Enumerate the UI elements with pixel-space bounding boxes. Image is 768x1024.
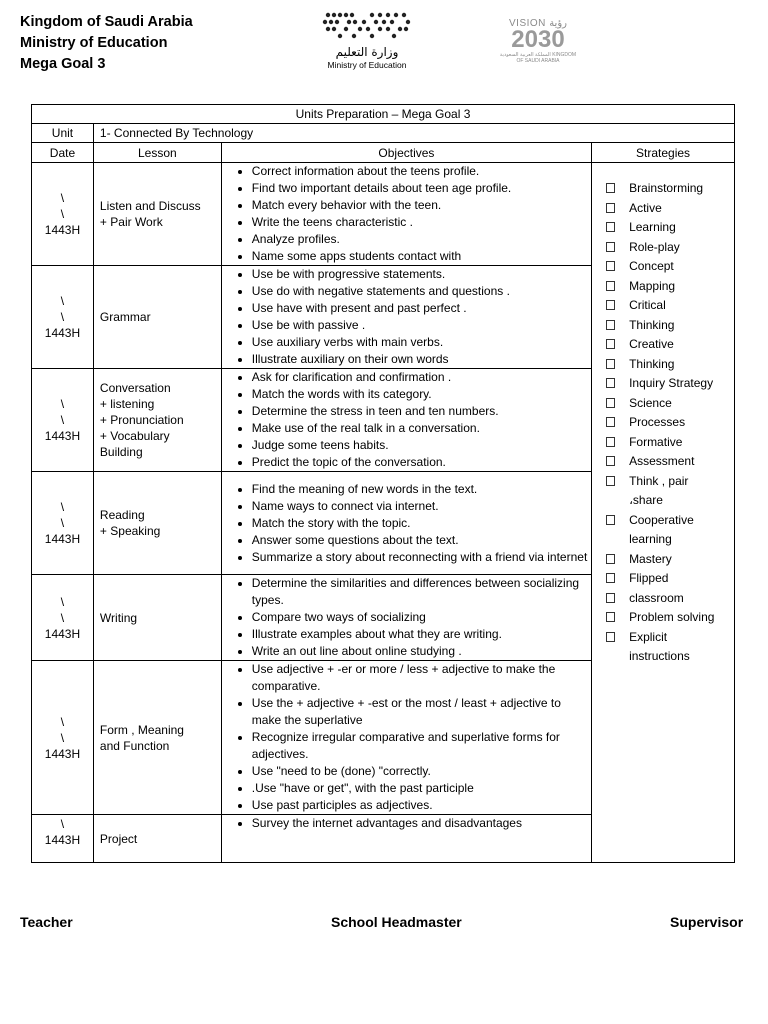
strategy-label: Formative bbox=[629, 434, 683, 449]
lesson-line: + Pronunciation bbox=[99, 413, 184, 427]
checkbox-icon bbox=[606, 261, 615, 271]
lesson-cell bbox=[93, 369, 221, 472]
date-year: 1443H bbox=[44, 429, 81, 443]
date-slash: \ bbox=[60, 714, 65, 729]
objective-item: • Ask for clarification and confirmation . bbox=[252, 369, 591, 386]
strategy-label: Thinking bbox=[629, 356, 675, 371]
vision-logo-top: VISION رؤية bbox=[509, 18, 567, 29]
strategy-item bbox=[592, 316, 734, 336]
strategy-label: Thinking bbox=[629, 317, 675, 332]
lesson-line: + Pair Work bbox=[99, 215, 163, 229]
checkbox-icon bbox=[606, 320, 615, 330]
objective-item: • Correct information about the teens profile. bbox=[252, 163, 591, 180]
strategy-label: Think , pair bbox=[629, 473, 689, 488]
date-slash: \ bbox=[60, 516, 65, 530]
spacer bbox=[606, 651, 615, 661]
lesson-line: Building bbox=[99, 445, 143, 459]
lesson-cell bbox=[93, 815, 221, 863]
lesson-line: + Vocabulary bbox=[99, 429, 170, 443]
objective-item: • Analyze profiles. bbox=[252, 231, 591, 248]
strategy-item bbox=[592, 238, 734, 258]
strategy-label: Critical bbox=[629, 298, 666, 312]
headmaster-signature-label: School Headmaster bbox=[331, 914, 462, 930]
objectives-cell bbox=[221, 163, 591, 266]
lesson-line: Writing bbox=[99, 610, 138, 625]
strategy-item bbox=[592, 628, 734, 648]
strategy-item bbox=[592, 413, 734, 433]
lesson-cell bbox=[93, 472, 221, 575]
checkbox-icon bbox=[606, 339, 615, 349]
objective-item: • Match the story with the topic. bbox=[252, 515, 591, 532]
date-year: 1443H bbox=[44, 532, 81, 546]
strategy-item bbox=[592, 296, 734, 316]
spacer bbox=[606, 495, 615, 505]
checkbox-icon bbox=[606, 612, 615, 622]
lesson-cell bbox=[93, 266, 221, 369]
objective-item: • Write an out line about online studying . bbox=[252, 643, 591, 660]
date-cell bbox=[32, 369, 94, 472]
objective-item: • Recognize irregular comparative and superlative forms for adjectives. bbox=[252, 729, 591, 763]
date-cell bbox=[32, 163, 94, 266]
strategy-item bbox=[592, 277, 734, 297]
strategy-label: classroom bbox=[629, 590, 684, 605]
objective-item: • Write the teens characteristic . bbox=[252, 214, 591, 231]
page-header bbox=[20, 12, 193, 75]
table-row bbox=[32, 163, 735, 266]
date-cell bbox=[32, 661, 94, 815]
objective-item: • Use past participles as adjectives. bbox=[252, 797, 591, 814]
strategy-item bbox=[592, 491, 734, 511]
strategy-item bbox=[592, 179, 734, 199]
vision-logo-sub: المملكة العربية السعودية KINGDOM OF SAUDI ARABIA bbox=[499, 52, 577, 64]
lesson-line: Grammar bbox=[99, 310, 151, 324]
strategy-label: Creative bbox=[629, 337, 674, 351]
strategy-item bbox=[592, 199, 734, 219]
checkbox-icon bbox=[606, 378, 615, 388]
date-slash: \ bbox=[60, 817, 65, 831]
objective-item: • Use the + adjective + -est or the most / least + adjective to make the superlative bbox=[252, 695, 591, 729]
strategy-item bbox=[592, 589, 734, 609]
lesson-cell bbox=[93, 661, 221, 815]
header-kingdom: Kingdom of Saudi Arabia bbox=[20, 14, 193, 30]
checkbox-icon bbox=[606, 183, 615, 193]
col-header-lesson: Lesson bbox=[93, 143, 221, 163]
objective-item: • Match the words with its category. bbox=[252, 386, 591, 403]
strategy-item bbox=[592, 608, 734, 628]
ministry-logo-arabic: وزارة التعليم bbox=[335, 45, 399, 59]
checkbox-icon bbox=[606, 593, 615, 603]
strategy-item bbox=[592, 394, 734, 414]
checkbox-icon bbox=[606, 456, 615, 466]
strategy-item bbox=[592, 355, 734, 375]
objective-item: • Use be with passive . bbox=[252, 317, 591, 334]
checkbox-icon bbox=[606, 398, 615, 408]
lesson-line: Reading bbox=[99, 508, 145, 522]
strategy-item bbox=[592, 569, 734, 589]
date-slash: \ bbox=[60, 397, 65, 411]
objectives-cell bbox=[221, 266, 591, 369]
strategy-item bbox=[592, 433, 734, 453]
date-cell bbox=[32, 815, 94, 863]
strategy-label: Flipped bbox=[629, 571, 669, 585]
strategy-item bbox=[592, 257, 734, 277]
checkbox-icon bbox=[606, 203, 615, 213]
col-header-strategies: Strategies bbox=[592, 143, 735, 163]
strategy-label: Cooperative bbox=[629, 512, 694, 527]
header-course: Mega Goal 3 bbox=[20, 56, 106, 72]
date-slash: \ bbox=[60, 594, 65, 609]
date-year: 1443H bbox=[44, 746, 81, 761]
col-header-date: Date bbox=[32, 143, 94, 163]
objectives-cell bbox=[221, 815, 591, 863]
objective-item: • Survey the internet advantages and disadvantages bbox=[252, 815, 591, 832]
checkbox-icon bbox=[606, 515, 615, 525]
checkbox-icon bbox=[606, 632, 615, 642]
date-cell bbox=[32, 472, 94, 575]
objective-item: • Answer some questions about the text. bbox=[252, 532, 591, 549]
objective-item: • Judge some teens habits. bbox=[252, 437, 591, 454]
checkbox-icon bbox=[606, 281, 615, 291]
date-slash: \ bbox=[60, 207, 65, 221]
objective-item: • Find the meaning of new words in the text. bbox=[252, 481, 591, 498]
objective-item: • Name some apps students contact with bbox=[252, 248, 591, 265]
table-title: Units Preparation – Mega Goal 3 bbox=[32, 105, 735, 124]
date-cell bbox=[32, 266, 94, 369]
lesson-line: Conversation bbox=[99, 381, 171, 395]
checkbox-icon bbox=[606, 359, 615, 369]
date-year: 1443H bbox=[44, 833, 81, 847]
checkbox-icon bbox=[606, 554, 615, 564]
checkbox-icon bbox=[606, 242, 615, 252]
strategy-label: Mapping bbox=[629, 278, 676, 293]
date-cell bbox=[32, 575, 94, 661]
vision-2030-logo bbox=[496, 18, 580, 76]
date-year: 1443H bbox=[44, 326, 81, 340]
lesson-line: Form , Meaning bbox=[99, 722, 184, 737]
objective-item: • Name ways to connect via internet. bbox=[252, 498, 591, 515]
strategy-label: Mastery bbox=[629, 551, 672, 566]
strategy-label: Active bbox=[629, 200, 662, 215]
strategy-item bbox=[592, 647, 734, 667]
strategy-label: Science bbox=[629, 395, 672, 410]
teacher-signature-label: Teacher bbox=[20, 914, 73, 930]
strategy-item bbox=[592, 530, 734, 550]
strategy-label: Processes bbox=[629, 415, 686, 429]
vision-logo-year: 2030 bbox=[511, 26, 565, 53]
objective-item: • .Use "have or get", with the past participle bbox=[252, 780, 591, 797]
lesson-line: Listen and Discuss bbox=[99, 199, 201, 213]
objective-item: • Determine the stress in teen and ten numbers. bbox=[252, 403, 591, 420]
date-slash: \ bbox=[60, 310, 65, 324]
date-slash: \ bbox=[60, 730, 65, 745]
strategy-label: Brainstorming bbox=[629, 181, 704, 195]
checkbox-icon bbox=[606, 437, 615, 447]
objective-item: • Use "need to be (done) "correctly. bbox=[252, 763, 591, 780]
objectives-cell bbox=[221, 472, 591, 575]
strategy-label: Concept bbox=[629, 259, 674, 273]
objectives-cell bbox=[221, 369, 591, 472]
strategy-label: Explicit bbox=[629, 629, 668, 644]
strategy-label: learning bbox=[629, 532, 672, 546]
checkbox-icon bbox=[606, 222, 615, 232]
objective-item: • Compare two ways of socializing bbox=[252, 609, 591, 626]
date-slash: \ bbox=[60, 610, 65, 625]
objective-item: • Use auxiliary verbs with main verbs. bbox=[252, 334, 591, 351]
checkbox-icon bbox=[606, 417, 615, 427]
objective-item: • Predict the topic of the conversation. bbox=[252, 454, 591, 471]
date-slash: \ bbox=[60, 413, 65, 427]
strategy-label: Assessment bbox=[629, 454, 695, 468]
objective-item: • Use do with negative statements and questions . bbox=[252, 283, 591, 300]
objective-item: • Illustrate examples about what they are writing. bbox=[252, 626, 591, 643]
strategy-item bbox=[592, 550, 734, 570]
strategy-label: instructions bbox=[629, 649, 690, 663]
spacer bbox=[606, 534, 615, 544]
objective-item: • Determine the similarities and differences between socializing types. bbox=[252, 575, 591, 609]
lesson-line: + listening bbox=[99, 397, 155, 411]
checkbox-icon bbox=[606, 573, 615, 583]
objective-item: • Find two important details about teen age profile. bbox=[252, 180, 591, 197]
ministry-logo bbox=[312, 10, 422, 80]
objective-item: • Summarize a story about reconnecting with a friend via internet bbox=[252, 549, 591, 566]
objectives-cell bbox=[221, 661, 591, 815]
objective-item: • Use have with present and past perfect . bbox=[252, 300, 591, 317]
date-year: 1443H bbox=[44, 223, 81, 237]
checkbox-icon bbox=[606, 300, 615, 310]
objective-item: • Illustrate auxiliary on their own words bbox=[252, 351, 591, 368]
strategy-item bbox=[592, 218, 734, 238]
strategy-label: Problem solving bbox=[629, 610, 715, 624]
strategy-label: Inquiry Strategy bbox=[629, 376, 714, 390]
strategy-label: ،share bbox=[629, 493, 663, 507]
supervisor-signature-label: Supervisor bbox=[670, 914, 744, 930]
unit-value: 1- Connected By Technology bbox=[93, 124, 734, 143]
ministry-logo-english: Ministry of Education bbox=[327, 60, 407, 70]
date-slash: \ bbox=[60, 294, 65, 308]
date-year: 1443H bbox=[44, 626, 81, 641]
objective-item: • Match every behavior with the teen. bbox=[252, 197, 591, 214]
objective-item: • Use be with progressive statements. bbox=[252, 266, 591, 283]
objectives-cell bbox=[221, 575, 591, 661]
strategy-item bbox=[592, 335, 734, 355]
lesson-line: + Speaking bbox=[99, 524, 161, 538]
strategy-item bbox=[592, 511, 734, 531]
strategy-item bbox=[592, 452, 734, 472]
strategy-label: Role-play bbox=[629, 239, 680, 254]
strategy-item bbox=[592, 374, 734, 394]
strategy-label: Learning bbox=[629, 220, 676, 234]
objective-item: • Use adjective + -er or more / less + adjective to make the comparative. bbox=[252, 661, 591, 695]
lesson-line: and Function bbox=[99, 738, 170, 753]
date-slash: \ bbox=[60, 191, 65, 205]
strategy-item bbox=[592, 472, 734, 492]
objective-item: • Make use of the real talk in a conversation. bbox=[252, 420, 591, 437]
lesson-cell bbox=[93, 163, 221, 266]
lesson-cell bbox=[93, 575, 221, 661]
checkbox-icon bbox=[606, 476, 615, 486]
header-ministry: Ministry of Education bbox=[20, 35, 168, 51]
date-slash: \ bbox=[60, 500, 65, 514]
lesson-line: Project bbox=[99, 831, 138, 846]
units-preparation-table bbox=[31, 104, 735, 863]
unit-label: Unit bbox=[32, 124, 94, 143]
strategies-cell bbox=[592, 163, 735, 863]
col-header-objectives: Objectives bbox=[221, 143, 591, 163]
ministry-dots-icon bbox=[320, 10, 414, 40]
